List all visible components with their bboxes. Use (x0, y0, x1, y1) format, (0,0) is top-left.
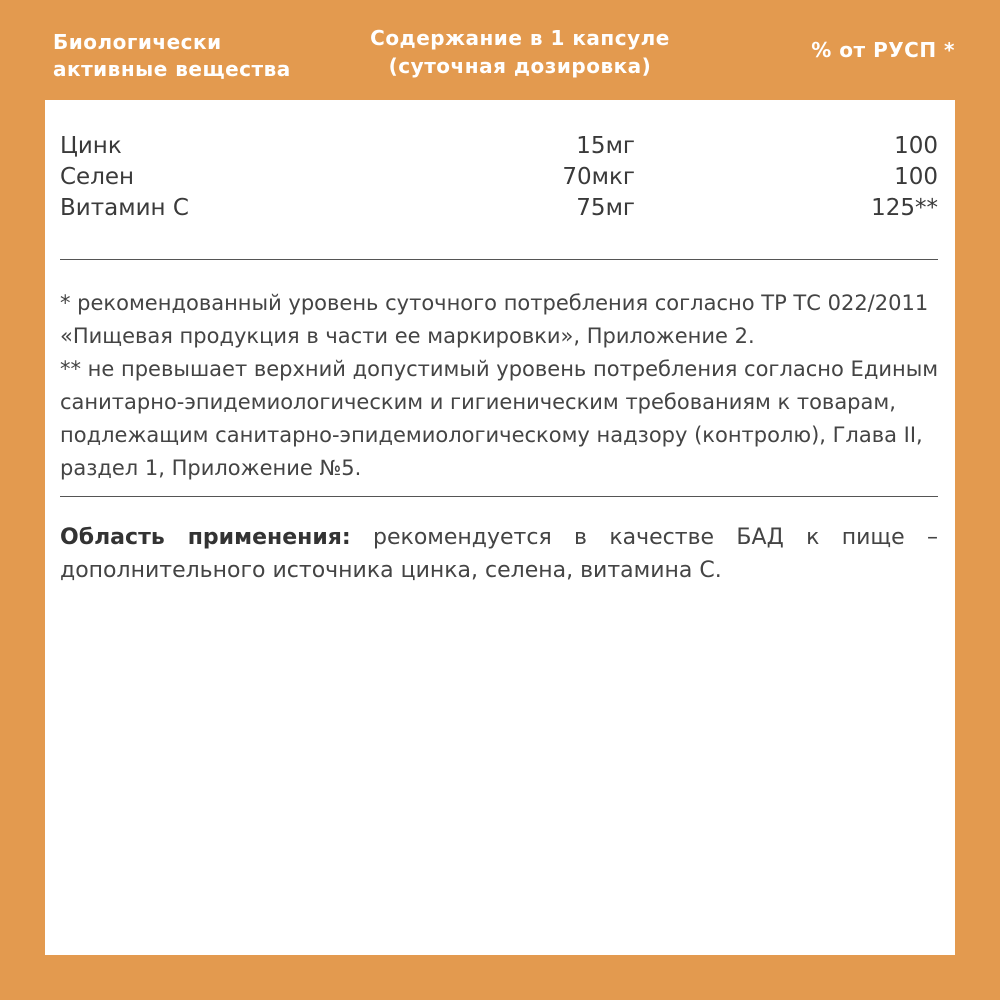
nutrient-amount: 70мкг (562, 164, 635, 190)
nutrient-percent: 100 (894, 164, 938, 190)
header-percent: % от РУСП * (811, 38, 955, 62)
nutrient-name: Селен (60, 164, 135, 190)
divider (60, 496, 938, 497)
footnotes (60, 287, 940, 485)
table-header (0, 0, 1000, 100)
header-content-line1: Содержание в 1 капсуле (370, 26, 670, 50)
nutrient-name: Витамин С (60, 195, 189, 221)
header-substances-line2: активные вещества (53, 57, 291, 81)
usage-label: Область применения: (60, 525, 351, 550)
nutrient-table (60, 133, 938, 226)
table-row (60, 195, 938, 226)
header-content (340, 24, 700, 80)
table-row (60, 133, 938, 164)
nutrient-percent: 125** (871, 195, 938, 221)
footnote-rusp: * рекомендованный уровень суточного потребления согласно ТР ТС 022/2011 «Пищевая продукция в части ее маркировки», Приложение 2. (60, 291, 929, 348)
usage-section (60, 521, 938, 587)
usage-text: рекомендуется в качестве БАД к пище – дополнительного источника цинка, селена, витамина С. (60, 525, 939, 583)
divider (60, 259, 938, 260)
header-substances-line1: Биологически (53, 30, 222, 54)
nutrient-name: Цинк (60, 133, 122, 159)
header-substances (53, 29, 291, 83)
nutrient-amount: 75мг (576, 195, 635, 221)
nutrient-percent: 100 (894, 133, 938, 159)
footnote-upper-limit: ** не превышает верхний допустимый уровень потребления согласно Единым санитарно-эпидемиологическим и гигиеническим требованиям к товарам, подлежащим санитарно-эпидемиологическому надзору (контролю), Глава II, раздел 1, Приложение №5. (60, 357, 939, 480)
header-content-line2: (суточная дозировка) (388, 54, 652, 78)
content-panel (45, 100, 955, 955)
nutrient-amount: 15мг (576, 133, 635, 159)
table-row (60, 164, 938, 195)
